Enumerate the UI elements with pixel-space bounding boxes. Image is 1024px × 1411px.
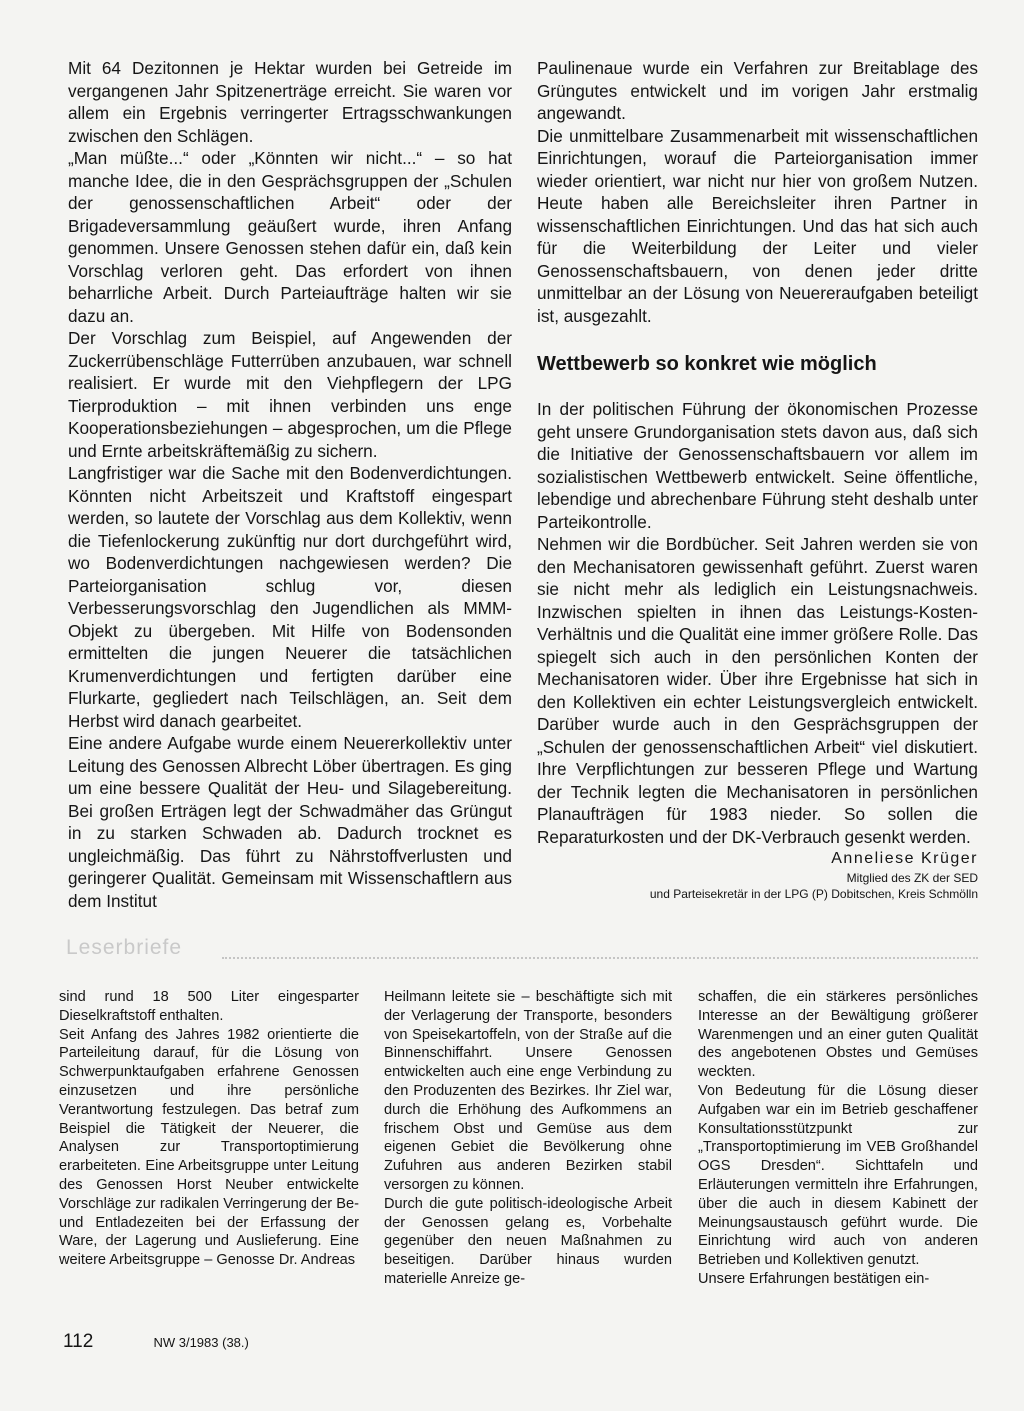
paragraph: Langfristiger war die Sache mit den Bodenverdichtungen. Könnten nicht Arbeitszeit und Kraftstoff eingespart werden, so lautete der Vorschlag aus dem Kollektiv, wenn die Tiefenlockerung zukünftig nur dort durchgeführt wird, wo Bodenverdichtungen nachgewiesen werden? Die Parteiorganisation schlug vor, diesen Verbesserungsvorschlag den Jugendlichen als MMM-Objekt zu übergeben. Mit Hilfe von Bodensonden ermittelten die jungen Neuerer die tatsächlichen Krumenverdichtungen und fertigten darüber eine Flurkarte, gegliedert nach Teilschlägen, an. Seit dem Herbst wird danach gearbeitet. [68, 463, 512, 731]
paragraph: In der politischen Führung der ökonomischen Prozesse geht unsere Grundorganisation stets davon aus, daß sich die Initiative der Genossenschaftsbauern vor allem im sozialistischen Wettbewerb entwickelt. Seine öffentliche, lebendige und abrechenbare Führung steht deshalb unter Parteikontrolle. [537, 399, 978, 532]
paragraph: schaffen, die ein stärkeres persönliches Interesse an der Bewältigung größerer Warenmengen und an einer guten Qualität des angebotenen Obstes und Gemüses weckten. [698, 989, 978, 1081]
paragraph: Von Bedeutung für die Lösung dieser Aufgaben war ein im Betrieb geschaffener Konsultationsstützpunkt zur „Transportoptimierung im VEB Großhandel OGS Dresden“. Sichttafeln und Erläuterungen vermitteln ihre Erfahrungen, über die auch in diesem Kabinett der Meinungsaustausch geführt wurde. Die Einrichtung wird auch von anderen Betrieben und Kollektiven genutzt. [698, 1082, 978, 1269]
top-left-column [68, 57, 512, 912]
paragraph: Paulinenaue wurde ein Verfahren zur Breitablage des Grüngutes entwickelt und im vorigen Jahr erstmalig angewandt. [537, 58, 978, 123]
section-label-leserbriefe: Leserbriefe [66, 936, 183, 959]
paragraph: Nehmen wir die Bordbücher. Seit Jahren werden sie von den Mechanisatoren gewissenhaft geführt. Zuerst waren sie nicht mehr als lediglich ein Leistungsnachweis. Inzwischen spielten in ihnen das Leistungs-Kosten-Verhältnis und die Qualität eine immer größere Rolle. Das spiegelt sich auch in den persönlichen Konten der Mechanisatoren wider. Über ihre Ergebnisse hat sich in den Kollektiven ein echter Leistungsvergleich entwickelt. Darüber wurde auch in den Gesprächsgruppen der „Schulen der genossenschaftlichen Arbeit“ viel diskutiert. Ihre Verpflichtungen zur besseren Pflege und Wartung der Technik legten die Mechanisatoren in persönlichen Planaufträgen für 1983 nieder. So sollen die Reparaturkosten und der DK-Verbrauch gesenkt werden. [537, 534, 978, 847]
section-divider [222, 957, 978, 959]
page-number: 112 [63, 1331, 94, 1352]
paragraph: sind rund 18 500 Liter eingesparter Dieselkraftstoff enthalten. [59, 989, 359, 1024]
author-affiliation: und Parteisekretär in der LPG (P) Dobitschen, Kreis Schmölln [649, 887, 978, 901]
issue-reference: NW 3/1983 (38.) [153, 1335, 249, 1350]
letters-column-2 [384, 988, 672, 1289]
paragraph: Unsere Erfahrungen bestätigen ein- [698, 1270, 930, 1287]
paragraph: Die unmittelbare Zusammenarbeit mit wissenschaftlichen Einrichtungen, worauf die Parteiorganisation immer wieder orientiert, war nicht nur hier von großem Nutzen. Heute haben alle Bereichsleiter ihren Partner in wissenschaftlichen Einrichtungen. Und das hat sich auch für die Weiterbildung der Leiter und vieler Genossenschaftsbauern, von denen jeder dritte unmittelbar an der Lösung von Neuereraufgaben beteiligt ist, ausgezahlt. [537, 125, 978, 326]
author-name: Anneliese Krüger [831, 850, 978, 867]
letters-column-1 [59, 988, 359, 1270]
paragraph: „Man müßte...“ oder „Könnten wir nicht...“ – so hat manche Idee, die in den Gesprächsgruppen der „Schulen der genossenschaftlichen Arbeit“ oder der Brigadeversammlung geäußert wurde, ihren Anfang genommen. Unsere Genossen stehen dafür ein, daß kein Vorschlag verloren geht. Das erfordert von ihnen beharrliche Arbeit. Durch Parteiaufträge halten wir sie dazu an. [68, 148, 512, 326]
top-right-column [537, 57, 978, 902]
paragraph: Seit Anfang des Jahres 1982 orientierte die Parteileitung darauf, für die Lösung von Schwerpunktaufgaben erfahrene Genossen einzusetzen und ihre persönliche Verantwortung festzulegen. Das betraf zum Beispiel die Tätigkeit der Neuerer, die Analysen zur Transportoptimierung erarbeiteten. Eine Arbeitsgruppe unter Leitung des Genossen Horst Neuber entwickelte Vorschläge zur radikalen Verringerung der Be- und Entladezeiten bei der Erfassung der Ware, der Lagerung und Auslieferung. Eine weitere Arbeitsgruppe – Genosse Dr. Andreas [59, 1026, 359, 1269]
paragraph: Eine andere Aufgabe wurde einem Neuererkollektiv unter Leitung des Genossen Albrecht Löber übertragen. Es ging um eine bessere Qualität der Heu- und Silagebereitung. Bei großen Erträgen legt der Schwadmäher das Grüngut in zu starken Schwaden ab. Dadurch trocknet es ungleichmäßig. Das führt zu Nährstoffverlusten und geringerer Qualität. Gemeinsam mit Wissenschaftlern aus dem Institut [68, 733, 512, 911]
letters-column-3 [698, 988, 978, 1289]
paragraph: Der Vorschlag zum Beispiel, auf Angewenden der Zuckerrübenschläge Futterrüben anzubauen, war schnell realisiert. Er wurde mit den Viehpflegern der LPG Tierproduktion – mit ihnen verbinden uns enge Kooperationsbeziehungen – abgesprochen, um die Pflege und Ernte arbeitskräftemäßig zu sichern. [68, 328, 512, 461]
section-heading: Wettbewerb so konkret wie möglich [537, 353, 877, 375]
author-role: Mitglied des ZK der SED [846, 871, 978, 885]
paragraph: Mit 64 Dezitonnen je Hektar wurden bei Getreide im vergangenen Jahr Spitzenerträge erreicht. Sie waren vor allem ein Ergebnis verringerter Ertragsschwankungen zwischen den Schlägen. [68, 58, 512, 146]
paragraph: Heilmann leitete sie – beschäftigte sich mit der Verlagerung der Transporte, besonders von Speisekartoffeln, von der Straße auf die Binnenschiffahrt. Unsere Genossen entwickelten auch eine enge Verbindung zu den Produzenten des Bezirkes. Ihr Ziel war, durch die Erhöhung des Aufkommens an frischem Obst und Gemüse aus dem eigenen Gebiet die Bevölkerung ohne Zufuhren aus anderen Bezirken stabil versorgen zu können. [384, 989, 672, 1193]
paragraph: Durch die gute politisch-ideologische Arbeit der Genossen gelang es, Vorbehalte gegenüber den neuen Maßnahmen zu beseitigen. Darüber hinaus wurden materielle Anreize ge- [384, 1195, 672, 1287]
page-footer [63, 1331, 249, 1353]
